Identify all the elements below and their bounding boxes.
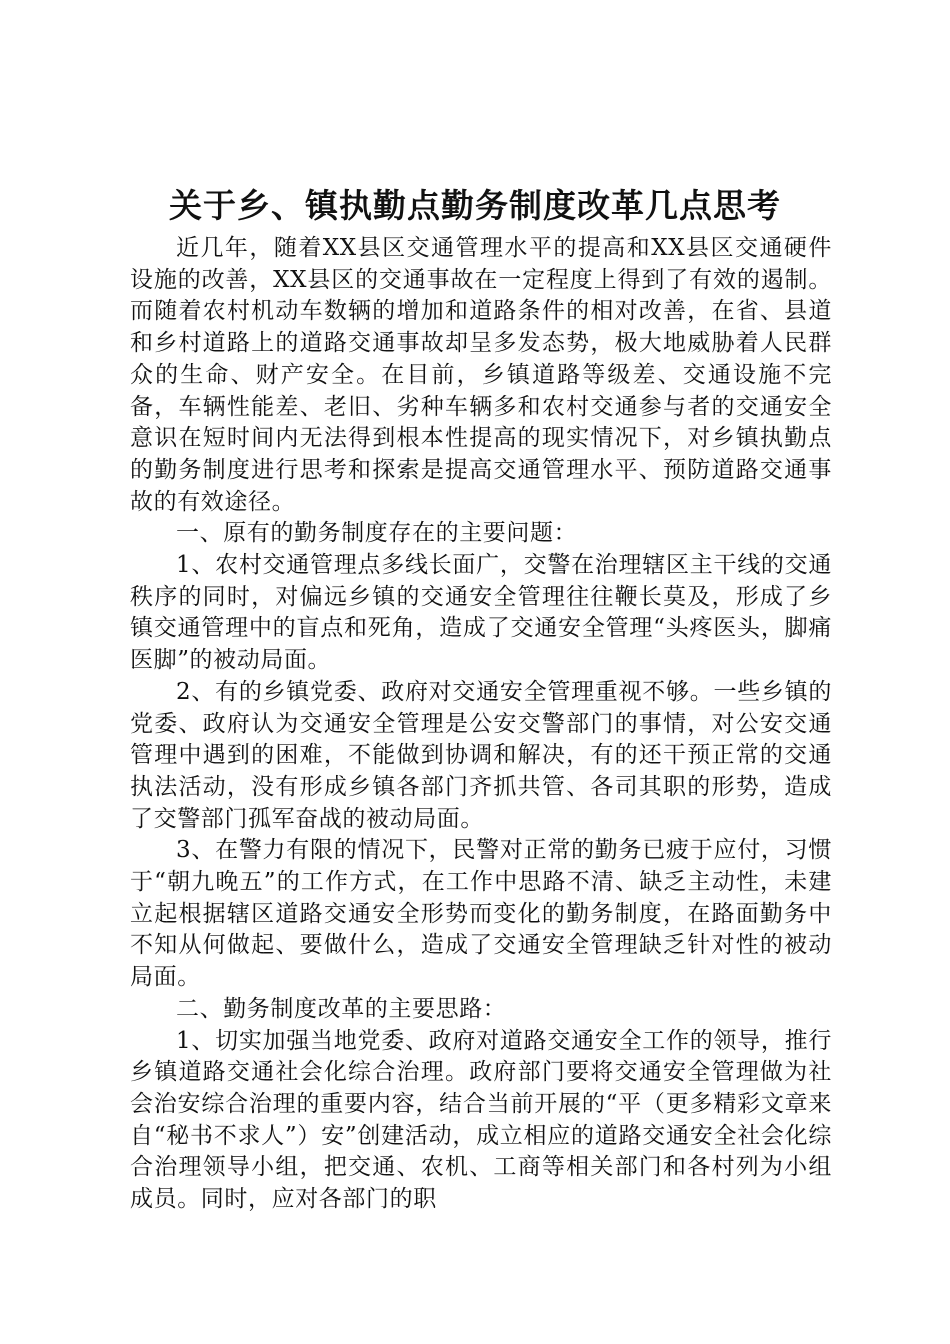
paragraph-problem-1: 1、农村交通管理点多线长面广，交警在治理辖区主干线的交通秩序的同时，对偏远乡镇的交通安全管理往往鞭长莫及，形成了乡镇交通管理中的盲点和死角，造成了交通安全管理“头疼医头，脚痛医脚”的被动局面。: [130, 552, 832, 674]
section-heading-problems: 一、原有的勤务制度存在的主要问题：: [176, 520, 578, 547]
document-body: [130, 233, 832, 1216]
paragraph-reform-1: 1、切实加强当地党委、政府对道路交通安全工作的领导，推行乡镇道路交通社会化综合治理。政府部门要将交通安全管理做为社会治安综合治理的重要内容，结合当前开展的“平（更多精彩文章来自“秘书不求人”）安”创建活动，成立相应的道路交通安全社会化综合治理领导小组，把交通、农机、工商等相关部门和各村列为小组成员。同时，应对各部门的职: [130, 1027, 832, 1213]
paragraph-intro: 近几年，随着XX县区交通管理水平的提高和XX县区交通硬件设施的改善，XX县区的交通事故在一定程度上得到了有效的遏制。而随着农村机动车数辆的增加和道路条件的相对改善，在省、县道和乡村道路上的道路交通事故却呈多发态势，极大地威胁着人民群众的生命、财产安全。在目前，乡镇道路等级差、交通设施不完备，车辆性能差、老旧、劣种车辆多和农村交通参与者的交通安全意识在短时间内无法得到根本性提高的现实情况下，对乡镇执勤点的勤务制度进行思考和探索是提高交通管理水平、预防道路交通事故的有效途径。: [130, 235, 832, 515]
section-heading-reform: 二、勤务制度改革的主要思路：: [176, 995, 507, 1022]
paragraph-problem-2: 2、有的乡镇党委、政府对交通安全管理重视不够。一些乡镇的党委、政府认为交通安全管理是公安交警部门的事情，对公安交通管理中遇到的困难，不能做到协调和解决，有的还干预正常的交通执法活动，没有形成乡镇各部门齐抓共管、各司其职的形势，造成了交警部门孤军奋战的被动局面。: [130, 678, 832, 832]
document-title: 关于乡、镇执勤点勤务制度改革几点思考: [169, 186, 781, 225]
paragraph-problem-3: 3、在警力有限的情况下，民警对正常的勤务已疲于应付，习惯于“朝九晚五”的工作方式，在工作中思路不清、缺乏主动性，未建立起根据辖区道路交通安全形势而变化的勤务制度，在路面勤务中不知从何做起、要做什么，造成了交通安全管理缺乏针对性的被动局面。: [130, 837, 832, 991]
